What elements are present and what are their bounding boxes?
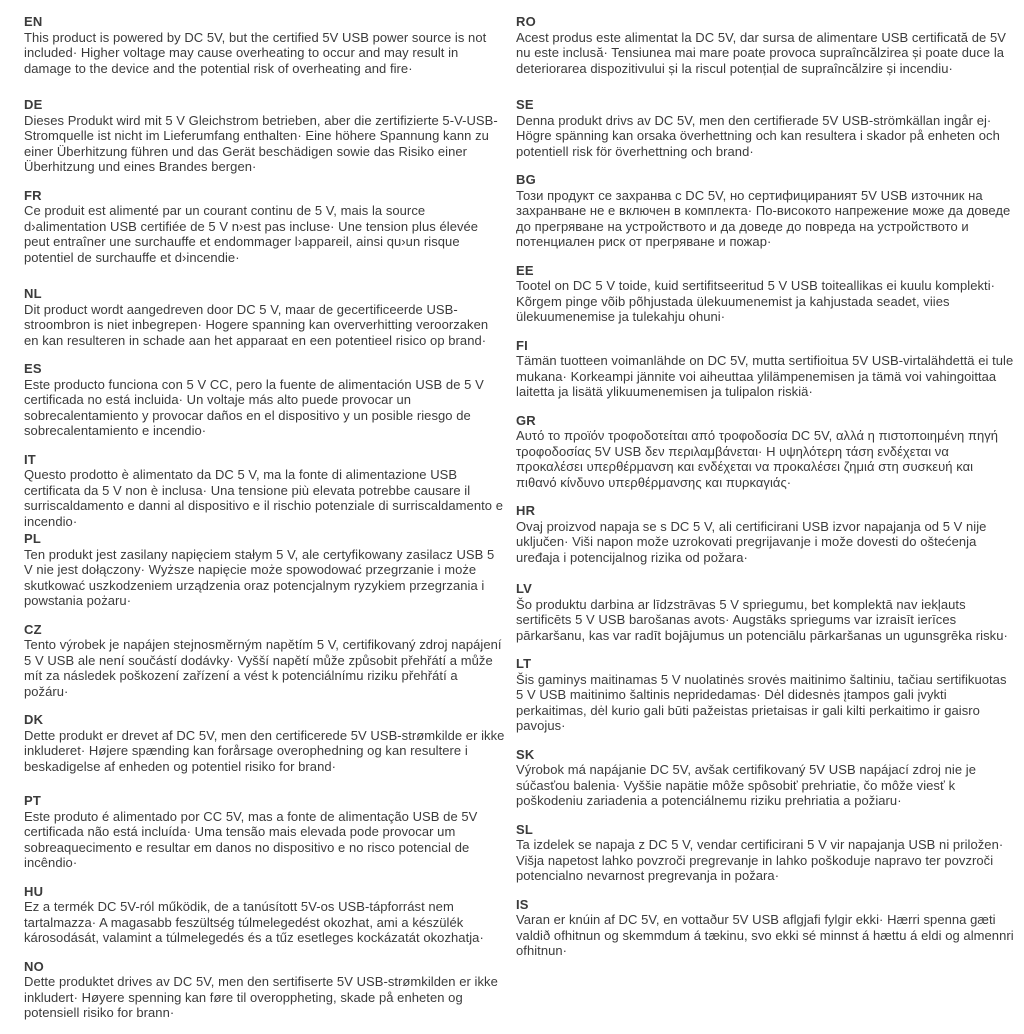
language-section-cz — [24, 622, 505, 700]
language-code: HR — [516, 503, 536, 518]
warning-text: Dette produktet drives av DC 5V, men den sertifiserte 5V USB-strømkilden er ikke inkludert· Høyere spenning kan føre til overoppheting, skade på enheten og potensiell risiko for brann· — [24, 974, 498, 1020]
language-code: SK — [516, 746, 535, 762]
language-section-gr — [516, 413, 1014, 491]
language-section-se — [516, 97, 1014, 159]
warning-text: Este producto funciona con 5 V CC, pero la fuente de alimentación USB de 5 V certificada no está incluida· Un voltaje más alto puede provocar un sobrecalentamiento y provocar daños en el dispositivo y un posible riesgo de sobrecalentamiento e incendio· — [24, 376, 484, 438]
language-code: BG — [516, 172, 536, 187]
warning-text: Výrobok má napájanie DC 5V, avšak certifikovaný 5V USB napájací zdroj nie je súčasťou balenia· Vyššie napätie môže spôsobiť prehriatie, čo môže viesť k poškodeniu zariadenia a potenciálnemu riziku prehriatia a požiaru· — [516, 762, 977, 808]
warning-text: Questo prodotto è alimentato da DC 5 V, ma la fonte di alimentazione USB certificata da 5 V non è inclusa· Una tensione più elevata potrebbe causare il surriscaldamento e danni al dispositivo e il rischio potenziale di surriscaldamento e incendio· — [24, 467, 503, 529]
language-section-dk — [24, 712, 505, 774]
language-code: PT — [24, 793, 42, 808]
language-code: FI — [516, 337, 528, 353]
warning-text: Ez a termék DC 5V-ról működik, de a tanúsított 5V-os USB-tápforrást nem tartalmazza· A magasabb feszültség túlmelegedést okozhat, ami a készülék károsodását, valamint a túlmelegedés és a tűz esetleges kockázatát okozhatja· — [24, 899, 484, 945]
language-section-hu — [24, 884, 505, 946]
language-code: EN — [24, 14, 43, 29]
warning-text: Αυτό το προϊόν τροφοδοτείται από τροφοδοσία DC 5V, αλλά η πιστοποιημένη πηγή τροφοδοσίας 5V USB δεν περιλαμβάνεται· Η υψηλότερη τάση ενδέχεται να προκαλέσει υπερθέρμανση και ενδέχεται να προκαλέσει ζημιά στη συσκευή και πιθανό κίνδυνο υπερθέρμανσης και πυρκαγιάς· — [516, 428, 999, 490]
warning-text: Tämän tuotteen voimanlähde on DC 5V, mutta sertifioitua 5V USB-virtalähdettä ei tule mukana· Korkeampi jännite voi aiheuttaa ylilämpenemisen ja tämä voi vahingoittaa laitetta ja lisätä ylikuumenemisen ja tulipalon riskiä· — [516, 353, 1014, 399]
language-code: CZ — [24, 621, 42, 637]
language-section-is — [516, 897, 1014, 959]
language-section-es — [24, 361, 505, 439]
language-code: PL — [24, 531, 42, 546]
language-section-fr — [24, 188, 505, 266]
warning-text: Dette produkt er drevet af DC 5V, men den certificerede 5V USB-strømkilde er ikke inkluderet· Højere spænding kan forårsage overophedning og kan resultere i beskadigelse af enheden og potentiel risiko for brand· — [24, 727, 505, 774]
language-section-no — [24, 959, 505, 1021]
language-code: FR — [24, 187, 42, 203]
language-code: GR — [516, 412, 536, 428]
language-section-sl — [516, 822, 1014, 884]
warning-text: Ce produit est alimenté par un courant continu de 5 V, mais la source d›alimentation USB certifiée de 5 V n›est pas incluse· Une tension plus élevée peut entraîner une surchauffe et endommager l›appareil, ainsi qu›un risque potentiel de surchauffe et d›incendie· — [24, 203, 479, 265]
language-code: DK — [24, 712, 44, 727]
warning-text: Šis gaminys maitinamas 5 V nuolatinės srovės maitinimo šaltiniu, tačiau sertifikuotas 5 V USB maitinimo šaltinis nepridedamas· Dėl didesnės įtampos gali įvykti perkaitimas, dėl kurio gali būti pažeistas prietaisas ir gali kilti perkaitimo ir gaisro pavojus· — [516, 671, 1007, 733]
language-code: LV — [516, 581, 533, 596]
warning-text: Ovaj proizvod napaja se s DC 5 V, ali certificirani USB izvor napajanja od 5 V nije uključen· Viši napon može uzrokovati pregrijavanje i može dovesti do oštećenja uređaja i potencijalnog rizika od požara· — [516, 518, 987, 565]
language-section-ee — [516, 263, 1014, 325]
warning-text: Acest produs este alimentat la DC 5V, dar sursa de alimentare USB certificată de 5V nu este inclusă· Tensiunea mai mare poate provoca supraîncălzirea și poate duce la deteriorarea dispozitivului și la riscul potențial de supraîncălzire și incendiu· — [516, 29, 1006, 76]
warning-text: Ten produkt jest zasilany napięciem stałym 5 V, ale certyfikowany zasilacz USB 5 V nie jest dołączony· Wyższe napięcie może spowodować przegrzanie i może skutkować uszkodzeniem urządzenia oraz potencjalnym ryzykiem przegrzania i powstania pożaru· — [24, 546, 495, 608]
language-code: ES — [24, 361, 42, 376]
language-code: EE — [516, 262, 534, 278]
language-code: DE — [24, 97, 43, 112]
language-code: IS — [516, 896, 529, 912]
language-section-pl — [24, 531, 505, 609]
language-section-ro — [516, 14, 1014, 76]
language-code: SE — [516, 97, 534, 112]
language-section-lt — [516, 656, 1014, 734]
language-code: SL — [516, 821, 534, 837]
warning-text: Този продукт се захранва с DC 5V, но сертифицираният 5V USB източник на захранване не е включен в комплекта· По-високото напрежение може да доведе до прегряване на устройството и да доведе до повреда на устройството и потенциален риск от прегряване и пожар· — [516, 187, 1011, 249]
language-section-sk — [516, 747, 1014, 809]
column-left — [24, 14, 505, 1034]
language-code: RO — [516, 14, 536, 29]
language-code: NO — [24, 958, 44, 974]
warning-text: Šo produktu darbina ar līdzstrāvas 5 V spriegumu, bet komplektā nav iekļauts sertificēts 5 V USB barošanas avots· Augstāks spriegums var izraisīt ierīces pārkaršanu, kas var radīt bojājumus un potenciālu pārkaršanas un ugunsgrēka risku· — [516, 596, 1008, 643]
language-section-pt — [24, 793, 505, 871]
language-section-nl — [24, 286, 505, 348]
language-code: IT — [24, 451, 36, 467]
language-section-en — [24, 14, 505, 76]
warning-text: Varan er knúin af DC 5V, en vottaður 5V USB aflgjafi fylgir ekki· Hærri spenna gæti valdið ofhitnun og skemmdum á tækinu, svo ekki sé minnst á hættu á eldi og almennri ofhitnun· — [516, 912, 1014, 958]
language-section-it — [24, 452, 505, 530]
warning-text: Ta izdelek se napaja z DC 5 V, vendar certificirani 5 V vir napajanja USB ni priložen· Višja napetost lahko povzroči pregrevanje in lahko poškoduje napravo ter povzroči potencialno nevarnost pregrevanja in požara· — [516, 837, 1004, 883]
language-section-lv — [516, 581, 1014, 643]
warning-text: Tootel on DC 5 V toide, kuid sertifitseeritud 5 V USB toiteallikas ei kuulu komplekti· Kõrgem pinge võib põhjustada ülekuumenemist ja kahjustada seadet, viies ülekuumenemise ja tulekahju ohuni· — [516, 278, 996, 324]
language-section-bg — [516, 172, 1014, 250]
column-right — [516, 14, 1014, 1034]
language-code: LT — [516, 656, 532, 671]
warning-text: This product is powered by DC 5V, but the certified 5V USB power source is not included· Higher voltage may cause overheating to occur and may result in damage to the device and the potential risk of overheating and fire· — [24, 29, 487, 76]
language-section-fi — [516, 338, 1014, 400]
warning-text: Este produto é alimentado por CC 5V, mas a fonte de alimentação USB de 5V certificada não está incluída· Uma tensão mais elevada pode provocar um sobreaquecimento e resultar em danos no dispositivo e no risco potencial de incêndio· — [24, 808, 478, 870]
warning-text: Tento výrobek je napájen stejnosměrným napětím 5 V, certifikovaný zdroj napájení 5 V USB ale není součástí dodávky· Vyšší napětí může způsobit přehřátí a může mít za následek poškození zařízení a vést k potenciálnímu riziku přehřátí a požáru· — [24, 637, 502, 699]
language-section-de — [24, 97, 505, 175]
warning-text: Dieses Produkt wird mit 5 V Gleichstrom betrieben, aber die zertifizierte 5-V-USB-Stromquelle ist nicht im Lieferumfang enthalten· Eine höhere Spannung kann zu einer Überhitzung führen und das Gerät beschädigen sowie das Risiko einer Überhitzung und eines Brandes bergen· — [24, 112, 498, 174]
warning-text: Denna produkt drivs av DC 5V, men den certifierade 5V USB-strömkällan ingår ej· Högre spänning kan orsaka överhettning och kan resultera i skador på enheten och potentiell risk för överhettning och brand· — [516, 112, 1000, 159]
language-section-hr — [516, 503, 1014, 565]
language-code: HU — [24, 883, 44, 899]
warning-text: Dit product wordt aangedreven door DC 5 V, maar de gecertificeerde USB-stroombron is niet inbegrepen· Hogere spanning kan oververhitting veroorzaken en kan resulteren in schade aan het apparaat en een potentieel risico op brand· — [24, 301, 489, 348]
language-code: NL — [24, 286, 42, 301]
